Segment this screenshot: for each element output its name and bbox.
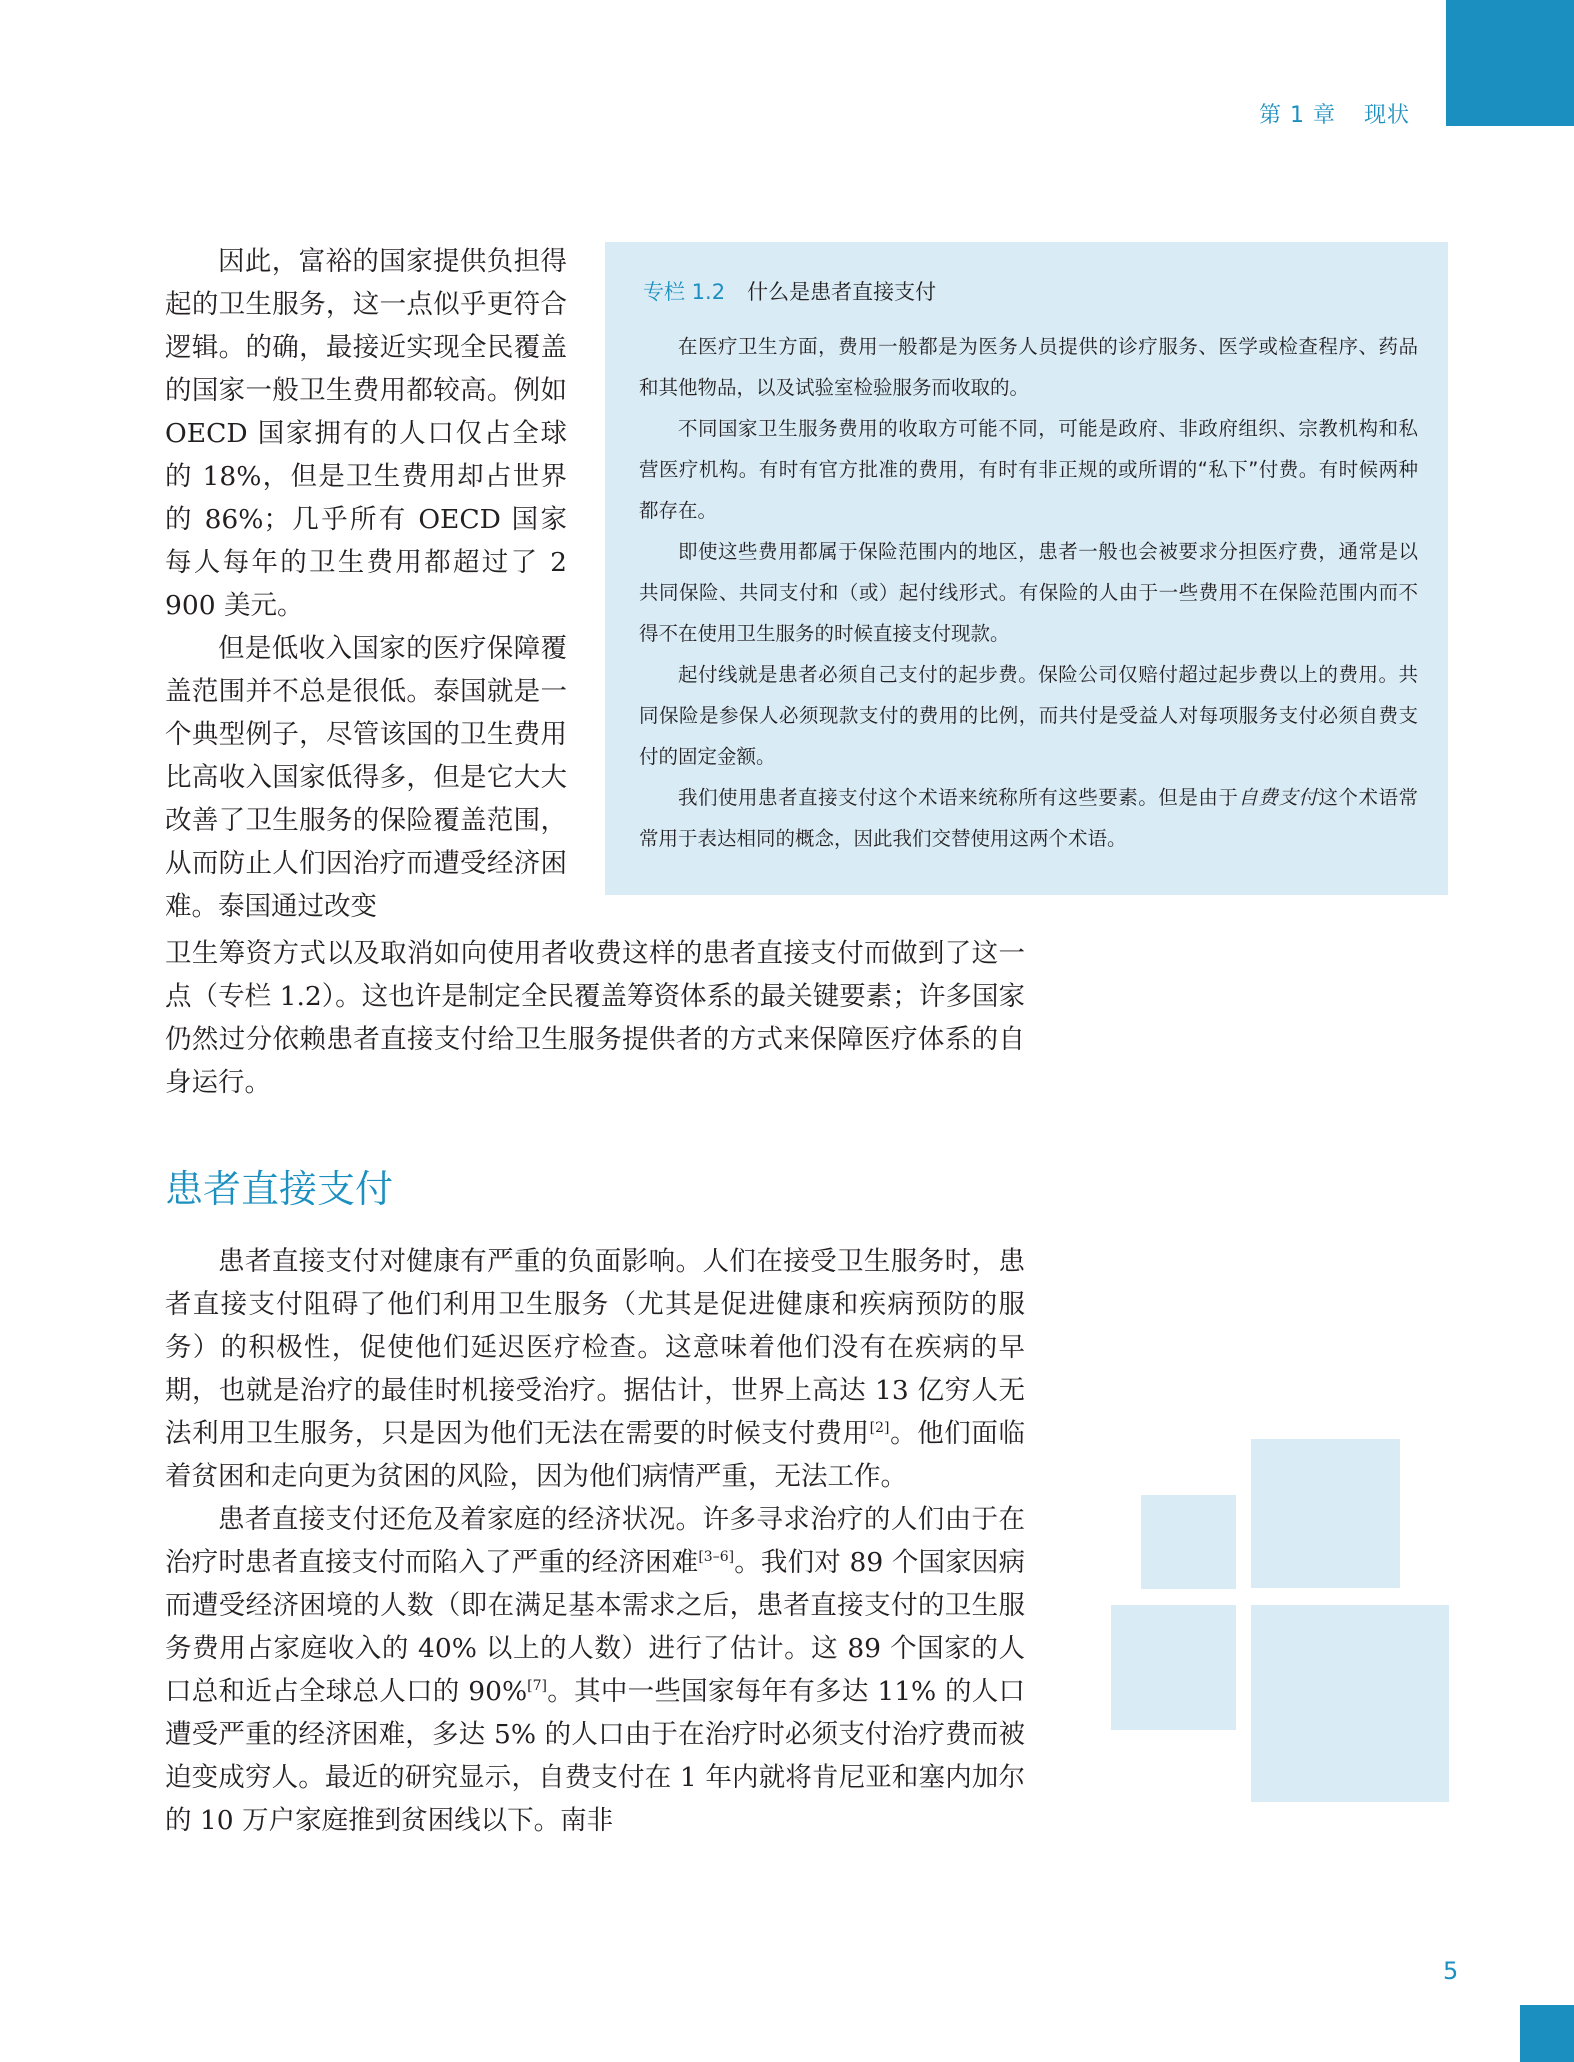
text-run: 。其中一些国家每年有多达 11% 的人口遭受严重的经济困难，多达 5% 的人口由于在治疗时必须支付治疗费而被迫变成穷人。最近的研究显示，自费支付在 1 年内就将肯尼亚和塞内加尔的 10 万户家庭推到贫困线以下。南非 <box>165 1676 1025 1836</box>
sidebar-paragraph: 在医疗卫生方面，费用一般都是为医务人员提供的诊疗服务、医学或检查程序、药品和其他物品，以及试验室检验服务而收取的。 <box>639 335 1418 399</box>
sidebar-paragraph: 起付线就是患者必须自己支付的起步费。保险公司仅赔付超过起步费以上的费用。共同保险是参保人必须现款支付的费用的比例，而共付是受益人对每项服务支付必须自费支付的固定金额。 <box>639 663 1418 768</box>
text-run: 。他们面临着贫困和走向更为贫困的风险，因为他们病情严重，无法工作。 <box>165 1418 1026 1492</box>
sidebar-paragraph <box>639 777 1418 859</box>
corner-tab-decoration <box>1520 2005 1574 2062</box>
chapter-header <box>1259 98 1410 129</box>
paragraph: 因此，富裕的国家提供负担得起的卫生服务，这一点似乎更符合逻辑。的确，最接近实现全民覆盖的国家一般卫生费用都较高。例如 OECD 国家拥有的人口仅占全球的 18%，但是卫生费用却占世界的 86%；几乎所有 OECD 国家每人每年的卫生费用都超过了 2 900 美元。 <box>165 246 567 621</box>
sidebar-paragraph: 不同国家卫生服务费用的收取方可能不同，可能是政府、非政府组织、宗教机构和私营医疗机构。有时有官方批准的费用，有时有非正规的或所谓的“私下”付费。有时候两种都存在。 <box>639 417 1418 522</box>
decorative-square <box>1111 1605 1236 1730</box>
full-width-continuation <box>165 932 1025 1104</box>
paragraph: 卫生筹资方式以及取消如向使用者收费这样的患者直接支付而做到了这一点（专栏 1.2）。这也许是制定全民覆盖筹资体系的最关键要素；许多国家仍然过分依赖患者直接支付给卫生服务提供者的方式来保障医疗体系的自身运行。 <box>165 938 1025 1098</box>
section-body <box>165 1240 1025 1842</box>
section-heading: 患者直接支付 <box>165 1167 394 1211</box>
sidebar-heading: 什么是患者直接支付 <box>747 280 937 304</box>
chapter-number: 第 1 章 <box>1259 103 1336 128</box>
text-run: 患者直接支付对健康有严重的负面影响。人们在接受卫生服务时，患者直接支付阻碍了他们利用卫生服务（尤其是促进健康和疾病预防的服务）的积极性，促使他们延迟医疗检查。这意味着他们没有在疾病的早期，也就是治疗的最佳时机接受治疗。据估计，世界上高达 13 亿穷人无法利用卫生服务，只是因为他们无法在需要的时候支付费用 <box>165 1246 1025 1449</box>
emphasis-term: 自费支付 <box>1238 786 1319 809</box>
chapter-title: 现状 <box>1363 103 1410 128</box>
corner-tab-decoration <box>1446 0 1574 126</box>
text-run: 我们使用患者直接支付这个术语来统称所有这些要素。但是由于 <box>678 786 1239 809</box>
text-run: 患者直接支付还危及着家庭的经济状况。许多寻求治疗的人们由于在治疗时患者直接支付而陷入了严重的经济困难 <box>165 1504 1025 1578</box>
decorative-square <box>1251 1439 1400 1588</box>
text-run: 。我们对 89 个国家因病而遭受经济困境的人数（即在满足基本需求之后，患者直接支付的卫生服务费用占家庭收入的 40% 以上的人数）进行了估计。这 89 个国家的人口总和近占全球总人口的 90% <box>165 1547 1025 1707</box>
citation-ref: [7] <box>527 1678 548 1695</box>
citation-ref: [3–6] <box>698 1549 735 1566</box>
paragraph: 但是低收入国家的医疗保障覆盖范围并不总是很低。泰国就是一个典型例子，尽管该国的卫生费用比高收入国家低得多，但是它大大改善了卫生服务的保险覆盖范围，从而防止人们因治疗而遭受经济困难。泰国通过改变 <box>165 633 567 922</box>
sidebar-box-1-2 <box>605 242 1448 895</box>
paragraph <box>165 1498 1025 1842</box>
decorative-square <box>1251 1605 1449 1802</box>
sidebar-label: 专栏 1.2 <box>643 280 726 304</box>
sidebar-paragraph: 即使这些费用都属于保险范围内的地区，患者一般也会被要求分担医疗费，通常是以共同保险、共同支付和（或）起付线形式。有保险的人由于一些费用不在保险范围内而不得不在使用卫生服务的时候直接支付现款。 <box>639 540 1418 645</box>
citation-ref: [2] <box>869 1420 890 1437</box>
sidebar-title <box>643 276 1418 306</box>
text-run: 这个术语常常用于表达相同的概念，因此我们交替使用这两个术语。 <box>639 786 1418 850</box>
narrow-column <box>165 240 567 928</box>
decorative-square <box>1141 1495 1236 1589</box>
paragraph <box>165 1240 1025 1498</box>
page-number: 5 <box>1443 1957 1459 1985</box>
